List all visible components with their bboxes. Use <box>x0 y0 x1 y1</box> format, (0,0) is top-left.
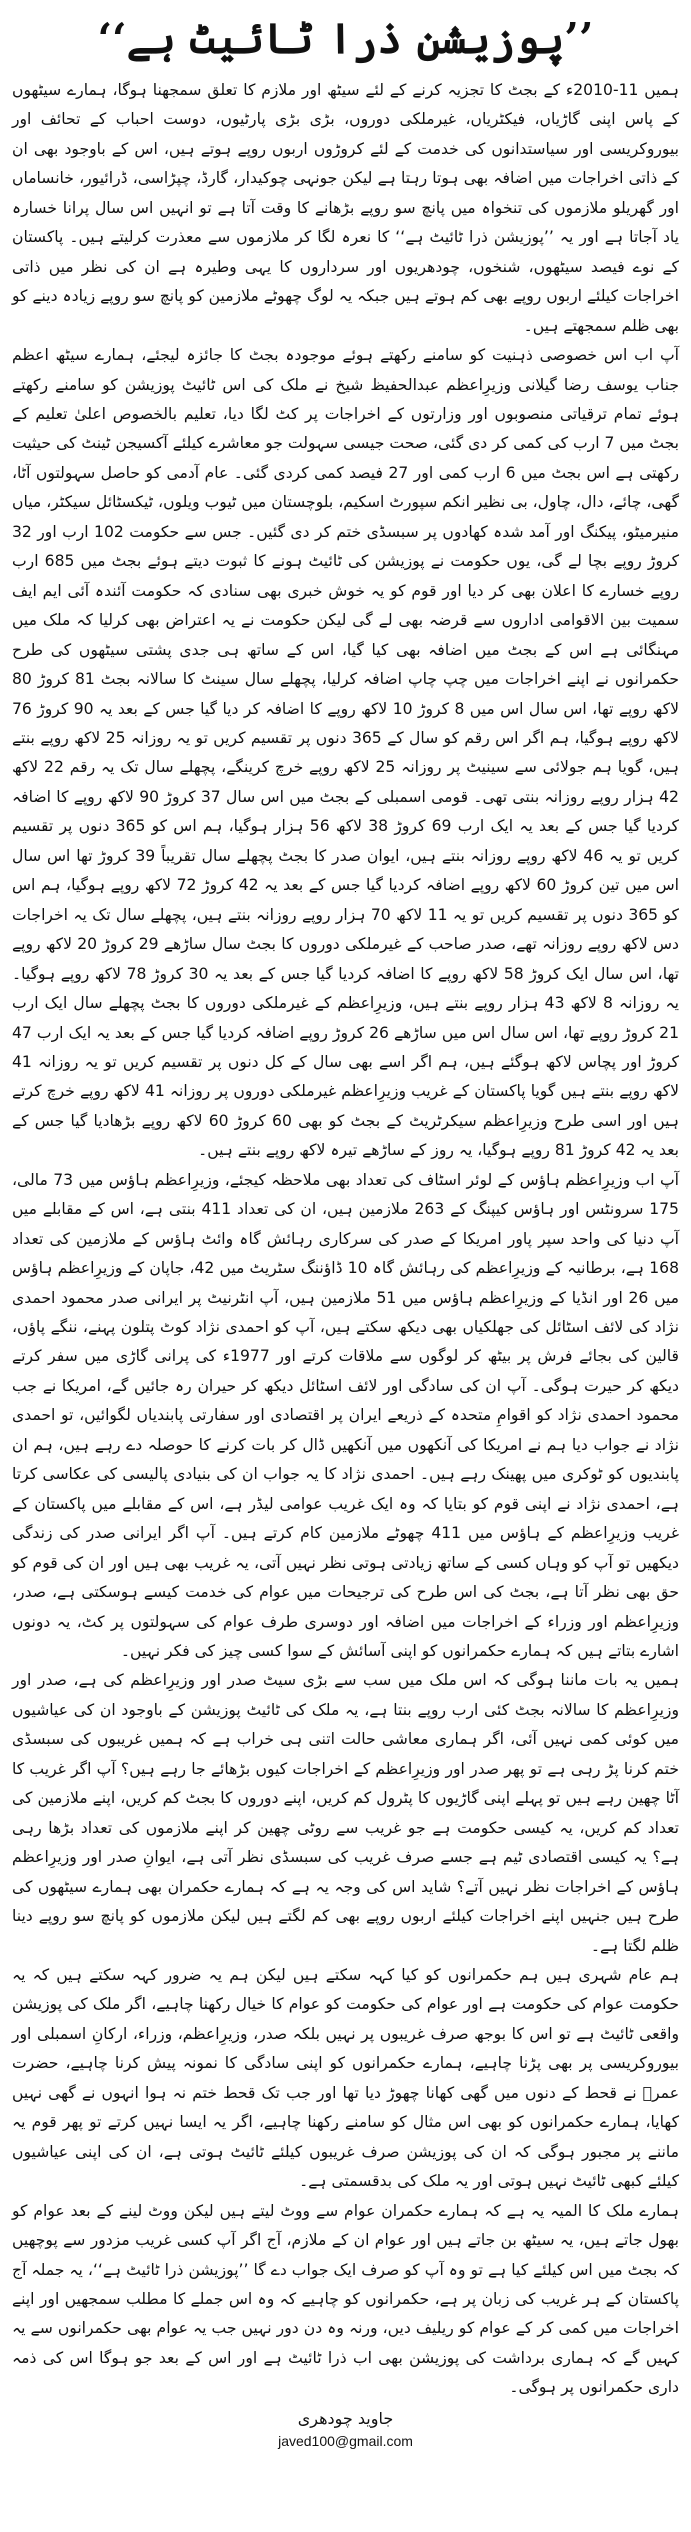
article-paragraph: ہم عام شہری ہیں ہم حکمرانوں کو کیا کہہ سکتے ہیں لیکن ہم یہ ضرور کہہ سکتے ہیں کہ یہ حکومت عوام کی حکومت ہے اور عوام کی حکومت کو عوام کا خیال رکھنا چاہیے، اگر ملک کی پوزیشن واقعی ٹائیٹ ہے تو اس کا بوجھ صرف غریبوں پر نہیں بلکہ صدر، وزیرِاعظم، وزراء، ارکانِ اسمبلی اور بیوروکریسی پر بھی پڑنا چاہیے، ہمارے حکمرانوں کو اپنی سادگی کا نمونہ پیش کرنا چاہیے، حضرت عمرؓ نے قحط کے دنوں میں گھی کھانا چھوڑ دیا تھا اور جب تک قحط ختم نہ ہوا انہوں نے گھی نہیں کھایا، ہمارے حکمرانوں کو بھی اس مثال کو سامنے رکھنا چاہیے، اگر یہ ایسا نہیں کرتے تو پھر قوم یہ ماننے پر مجبور ہوگی کہ ان کی پوزیشن صرف غریبوں کیلئے ٹائیٹ ہوتی ہے، ان کی اپنی عیاشیوں کیلئے کبھی ٹائیٹ نہیں ہوتی اور یہ ملک کی بدقسمتی ہے۔ <box>12 1966 679 2191</box>
author-name: جاوید چودھری <box>297 2408 394 2428</box>
article-paragraph: ہمارے ملک کا المیہ یہ ہے کہ ہمارے حکمران عوام سے ووٹ لیتے ہیں لیکن ووٹ لینے کے بعد عوام کو بھول جاتے ہیں، یہ سیٹھ بن جاتے ہیں اور عوام ان کے ملازم، آج اگر آپ کسی غریب مزدور سے پوچھیں کہ بجٹ میں اس کیلئے کیا ہے تو وہ آپ کو صرف ایک جواب دے گا ’’پوزیشن ذرا ٹائیٹ ہے‘‘، یہ جملہ آج پاکستان کے ہر غریب کی زبان پر ہے، حکمرانوں کو چاہیے کہ وہ اس جملے کا مطلب سمجھیں اور اپنے اخراجات میں کمی کر کے عوام کو ریلیف دیں، ورنہ وہ دن دور نہیں جب یہ عوام بھی حکمرانوں سے یہ کہیں گے کہ ہماری برداشت کی پوزیشن بھی اب ذرا ٹائیٹ ہے اور اس کے بعد جو ہوگا اس کی ذمہ داری حکمرانوں پر ہوگی۔ <box>12 2201 679 2397</box>
article-paragraph: آپ اب اس خصوصی ذہنیت کو سامنے رکھتے ہوئے موجودہ بجٹ کا جائزہ لیجئے، ہمارے سیٹھ اعظم جناب یوسف رضا گیلانی وزیرِاعظم عبدالحفیظ شیخ نے ملک کی اس ٹائیٹ پوزیشن کو سامنے رکھتے ہوئے تمام ترقیاتی منصوبوں اور وزارتوں کے اخراجات پر کٹ لگا دیا، تعلیم بالخصوص اعلیٰ تعلیم کے بجٹ میں 7 ارب کی کمی کر دی گئی، صحت جیسی سہولت جو معاشرے کیلئے آکسیجن ٹینٹ کی حیثیت رکھتی ہے اس بجٹ میں 6 ارب کمی اور 27 فیصد کمی کردی گئی۔ عام آدمی کو حاصل سہولتوں آٹا، گھی، چائے، دال، چاول، بی نظیر انکم سپورٹ اسکیم، بلوچستان میں ٹیوب ویلوں، ٹیکسٹائل سیکٹر، میاں منیرمیٹو، پیکنگ اور آمد شدہ کھادوں پر سبسڈی ختم کر دی گئیں۔ جس سے حکومت 102 ارب اور 32 کروڑ روپے بچا لے گی، یوں حکومت نے پوزیشن کی ٹائیٹ ہونے کا ثبوت دیتے ہوئے بجٹ میں 685 ارب روپے خسارے کا اعلان بھی کر دیا اور قوم کو یہ خوش خبری بھی سنادی کہ حکومت آئندہ آئی ایم ایف سمیت بین الاقوامی اداروں سے قرضہ بھی لے گی لیکن حکومت نے یہ اعتراض بھی کرلیا کہ ملک میں مہنگائی ہے اس کے بجٹ میں اضافہ بھی کیا گیا، اس کے ساتھ ہی جدی پشتی سیٹھوں کی طرح حکمرانوں نے اپنے اخراجات میں چپ چاپ اضافہ کرلیا، پچھلے سال سینٹ کا سالانہ بجٹ 81 کروڑ 80 لاکھ روپے تھا، اس سال اس میں 8 کروڑ 10 لاکھ روپے کا اضافہ کر دیا گیا جس کے بعد یہ 90 کروڑ 76 لاکھ روپے ہوگیا، ہم اگر اس رقم کو سال کے 365 دنوں پر تقسیم کریں تو یہ روزانہ 25 لاکھ روپے بنتے ہیں، گویا ہم جولائی سے سینیٹ پر روزانہ 25 لاکھ روپے خرچ کرینگے، پچھلے سال تک یہ رقم 22 لاکھ 42 ہزار روپے روزانہ بنتی تھی۔ قومی اسمبلی کے بجٹ میں اس سال 37 کروڑ 90 لاکھ روپے کا اضافہ کردیا گیا جس کے بعد یہ ایک ارب 69 کروڑ 38 لاکھ 56 ہزار ہوگیا، ہم اس کو 365 دنوں پر تقسیم کریں تو یہ 46 لاکھ روپے روزانہ بنتے ہیں، ایوان صدر کا بجٹ پچھلے سال تقریباً 39 کروڑ تھا اس سال اس میں تین کروڑ 60 لاکھ روپے اضافہ کردیا گیا جس کے بعد یہ 42 کروڑ 72 لاکھ روپے ہوگیا، ہم اس کو 365 دنوں پر تقسیم کریں تو یہ 11 لاکھ 70 ہزار روپے روزانہ بنتے ہیں، پچھلے سال تک یہ اخراجات دس لاکھ روپے روزانہ تھے، صدر صاحب کے غیرملکی دوروں کا بجٹ سال ساڑھے 29 کروڑ 20 لاکھ روپے تھا، اس سال ایک کروڑ 58 لاکھ روپے کا اضافہ کردیا گیا جس کے بعد یہ 30 کروڑ 78 لاکھ روپے ہوگیا۔ یہ روزانہ 8 لاکھ 43 ہزار روپے بنتے ہیں، وزیرِاعظم کے غیرملکی دوروں کا بجٹ پچھلے سال ایک ارب 21 کروڑ روپے تھا، اس سال اس میں ساڑھے 26 کروڑ روپے اضافہ کردیا گیا جس کے بعد یہ ایک ارب 47 کروڑ اور پچاس لاکھ ہوگئے ہیں، ہم اگر اسے بھی سال کے کل دنوں پر تقسیم کریں تو یہ روزانہ 41 لاکھ روپے بنتے ہیں گویا پاکستان کے غریب وزیرِاعظم غیرملکی دوروں پر روزانہ 41 لاکھ روپے خرچ کرتے ہیں اور اسی طرح وزیرِاعظم سیکرٹریٹ کے بجٹ کو بھی 60 کروڑ 60 لاکھ روپے بڑھادیا گیا جس کے بعد یہ 42 کروڑ 81 روپے ہوگیا، یہ روز کے ساڑھے تیرہ لاکھ روپے بنتے ہیں۔ <box>12 346 680 1160</box>
article-paragraph: آپ اب وزیرِاعظم ہاؤس کے لوئر اسٹاف کی تعداد بھی ملاحظہ کیجئے، وزیرِاعظم ہاؤس میں 73 مالی، 175 سرونٹس اور ہاؤس کیپنگ کے 263 ملازمین ہیں، ان کی تعداد 411 بنتی ہے، اس کے مقابلے میں آپ دنیا کی واحد سپر پاور امریکا کے صدر کی سرکاری رہائش گاہ وائٹ ہاؤس کے ملازمین کی تعداد 168 ہے، برطانیہ کے وزیرِاعظم کی رہائش گاہ 10 ڈاؤننگ سٹریٹ میں 42، جاپان کے وزیرِاعظم ہاؤس میں 26 اور انڈیا کے وزیرِاعظم ہاؤس میں 51 ملازمین ہیں، آپ انٹرنیٹ پر ایرانی صدر محمود احمدی نژاد کی لائف اسٹائل کی جھلکیاں بھی دیکھ سکتے ہیں، آپ کو احمدی نژاد کوٹ پتلون پہنے، ننگے پاؤں، قالین کی بجائے فرش پر بیٹھ کر لوگوں سے ملاقات کرتے اور 1977ء کی پرانی گاڑی میں سفر کرتے دیکھ کر حیرت ہوگی۔ آپ ان کی سادگی اور لائف اسٹائل دیکھ کر حیران رہ جائیں گے، امریکا نے جب محمود احمدی نژاد کو اقوامِ متحدہ کے ذریعے ایران پر اقتصادی اور سفارتی پابندیاں لگوائیں، تو احمدی نژاد نے جواب دیا ہم نے امریکا کی آنکھوں میں آنکھیں ڈال کر بات کرنے کا حوصلہ دے رہے ہیں، ہم ان پابندیوں کو ٹوکری میں پھینک رہے ہیں۔ احمدی نژاد کا یہ جواب ان کی بنیادی پالیسی کی عکاسی کرتا ہے، احمدی نژاد نے اپنی قوم کو بتایا کہ وہ ایک غریب عوامی لیڈر ہے، اس کے مقابلے میں پاکستان کے غریب وزیرِاعظم کے ہاؤس میں 411 چھوٹے ملازمین کام کرتے ہیں۔ آپ اگر ایرانی صدر کی زندگی دیکھیں تو آپ کو وہاں کسی کے ساتھ زیادتی ہوتی نظر نہیں آتی، یہ غریب بھی ہیں اور ان کی قوم کو حق بھی نظر آتا ہے، بجٹ کی اس طرح کی ترجیحات میں عوام کی خدمت کیسے ہوسکتی ہے، صدر، وزیرِاعظم اور وزراء کے اخراجات میں اضافہ اور دوسری طرف عوام کی سہولتوں پر کٹ، یہ دونوں اشارے بتاتے ہیں کہ ہمارے حکمرانوں کو اپنی آسائش کے سوا کسی چیز کی فکر نہیں۔ <box>12 1170 680 1661</box>
article-paragraph: ہمیں یہ بات ماننا ہوگی کہ اس ملک میں سب سے بڑی سیٹ صدر اور وزیرِاعظم کی ہے، صدر اور وزیرِاعظم کا سالانہ بجٹ کئی ارب روپے بنتا ہے، یہ ملک کی ٹائیٹ پوزیشن کے باوجود ان کی عیاشیوں میں کوئی کمی نہیں آئی، اگر ہماری معاشی حالت اتنی ہی خراب ہے کہ ہمیں غریبوں کی سبسڈی ختم کرنا پڑ رہی ہے تو پھر صدر اور وزیرِاعظم کے اخراجات کیوں بڑھائے جا رہے ہیں؟ آپ اگر غریب کا آٹا چھین رہے ہیں تو پہلے اپنی گاڑیوں کا پٹرول کم کریں، اپنے دوروں کا بجٹ کم کریں، اپنے ملازمین کی تعداد کم کریں، یہ کیسی حکومت ہے جو غریب سے روٹی چھین کر اپنے ملازموں کی تعداد بڑھا رہی ہے؟ یہ کیسی اقتصادی ٹیم ہے جسے صرف غریب کی سبسڈی نظر آتی ہے، ایوانِ صدر اور وزیرِاعظم ہاؤس کے اخراجات نظر نہیں آتے؟ شاید اس کی وجہ یہ ہے کہ ہمارے حکمران بھی ہمارے سیٹھوں کی طرح ہیں جنہیں اپنے اخراجات کیلئے اربوں روپے بھی کم لگتے ہیں لیکن ملازموں کو پانچ سو روپے دینا ظلم لگتا ہے۔ <box>12 1671 679 1955</box>
article-body <box>12 76 679 2403</box>
article-paragraph: ہمیں 11-2010ء کے بجٹ کا تجزیہ کرنے کے لئے سیٹھ اور ملازم کا تعلق سمجھنا ہوگا، ہمارے سیٹھوں کے پاس اپنی گاڑیاں، فیکٹریاں، غیرملکی دوروں، بڑی بڑی پارٹیوں، دوست احباب کے تحائف اور بیوروکریسی اور سیاستدانوں کی خدمت کے لئے کروڑوں اربوں روپے ہوتے ہیں، اس کے باوجود بھی ان کے ذاتی اخراجات میں اضافہ بھی ہوتا رہتا ہے لیکن جونہی چوکیدار، گارڈ، چپڑاسی، ڈرائیور، خانساماں اور گھریلو ملازموں کی تنخواہ میں پانچ سو روپے بڑھانے کا وقت آتا ہے تو انہیں اس سال پرانا خسارہ یاد آجاتا ہے اور یہ ’’پوزیشن ذرا ٹائیٹ ہے‘‘ کا نعرہ لگا کر ملازموں سے معذرت کرلیتے ہیں۔ پاکستان کے نوے فیصد سیٹھوں، شنخوں، چودھریوں اور سرداروں کا یہی وطیرہ ہے ان کی نظر میں ذاتی اخراجات کیلئے اربوں روپے بھی کم ہوتے ہیں جبکہ یہ لوگ چھوٹے ملازمین کو پانچ سو روپے زیادہ دینے کو بھی ظلم سمجھتے ہیں۔ <box>11 81 680 335</box>
page-title: ’’پوزیشن ذرا ٹائیٹ ہے‘‘ <box>97 14 594 63</box>
author-email: javed100@gmail.com <box>278 2432 413 2449</box>
